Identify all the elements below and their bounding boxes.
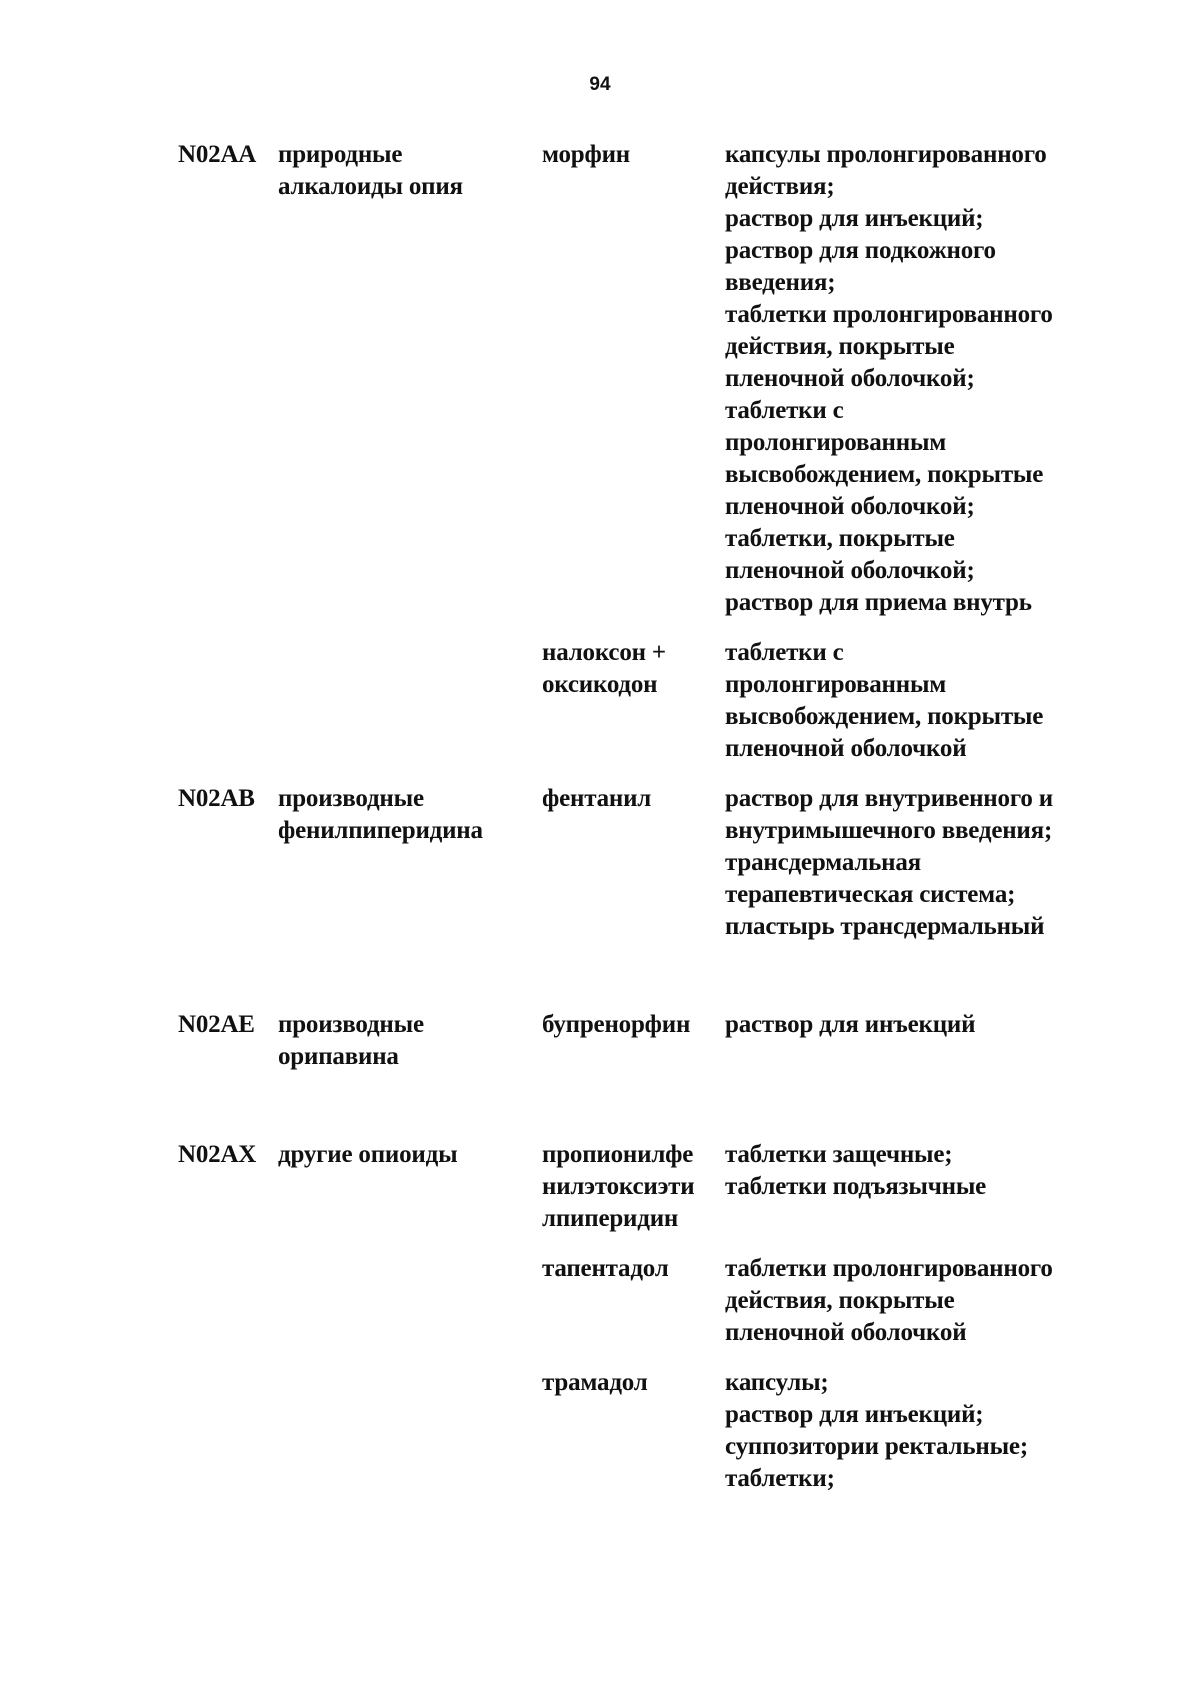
table-row — [178, 783, 1108, 943]
atc-code: N02AX — [178, 1141, 257, 1168]
dosage-forms: капсулы; раствор для инъекций; суппозитории ректальные; таблетки; — [725, 1369, 1028, 1492]
table-row — [178, 1253, 1108, 1349]
drug-name: тапентадол — [542, 1255, 669, 1282]
atc-code: N02AA — [178, 141, 257, 168]
drug-name: пропионилфе нилэтоксиэти лпиперидин — [542, 1141, 695, 1232]
table-row — [178, 1009, 1108, 1073]
dosage-forms: капсулы пролонгированного действия; раствор для инъекций; раствор для подкожного введения; таблетки пролонгированного действия, покрытые пленочной оболочкой; таблетки с пролонгированным высвобождением, покрытые пленочной оболочкой; таблетки, покрытые пленочной оболочкой; раствор для приема внутрь — [725, 141, 1053, 616]
drug-name: бупренорфин — [542, 1011, 691, 1038]
dosage-forms: таблетки пролонгированного действия, покрытые пленочной оболочкой — [725, 1255, 1053, 1346]
atc-group-name: другие опиоиды — [278, 1141, 458, 1168]
dosage-forms: таблетки с пролонгированным высвобождением, покрытые пленочной оболочкой — [725, 639, 1044, 762]
dosage-forms: раствор для инъекций — [725, 1011, 976, 1038]
atc-group-name: производные фенилпиперидина — [278, 785, 483, 844]
table-row — [178, 1367, 1108, 1495]
drug-name: трамадол — [542, 1369, 648, 1396]
drug-name: налоксон + оксикодон — [542, 639, 666, 698]
atc-group-name: производные орипавина — [278, 1011, 424, 1070]
table-row — [178, 139, 1108, 619]
drug-name: морфин — [542, 141, 631, 168]
table-row — [178, 1139, 1108, 1235]
atc-code: N02AB — [178, 785, 255, 812]
dosage-forms: раствор для внутривенного и внутримышечного введения; трансдермальная терапевтическая система; пластырь трансдермальный — [725, 785, 1053, 940]
atc-code: N02AE — [178, 1011, 255, 1038]
table-row — [178, 637, 1108, 765]
drug-name: фентанил — [542, 785, 652, 812]
atc-group-name: природные алкалоиды опия — [278, 141, 463, 200]
drug-table — [178, 139, 1108, 1495]
page-number: 94 — [589, 74, 611, 95]
dosage-forms: таблетки защечные; таблетки подъязычные — [725, 1141, 987, 1200]
